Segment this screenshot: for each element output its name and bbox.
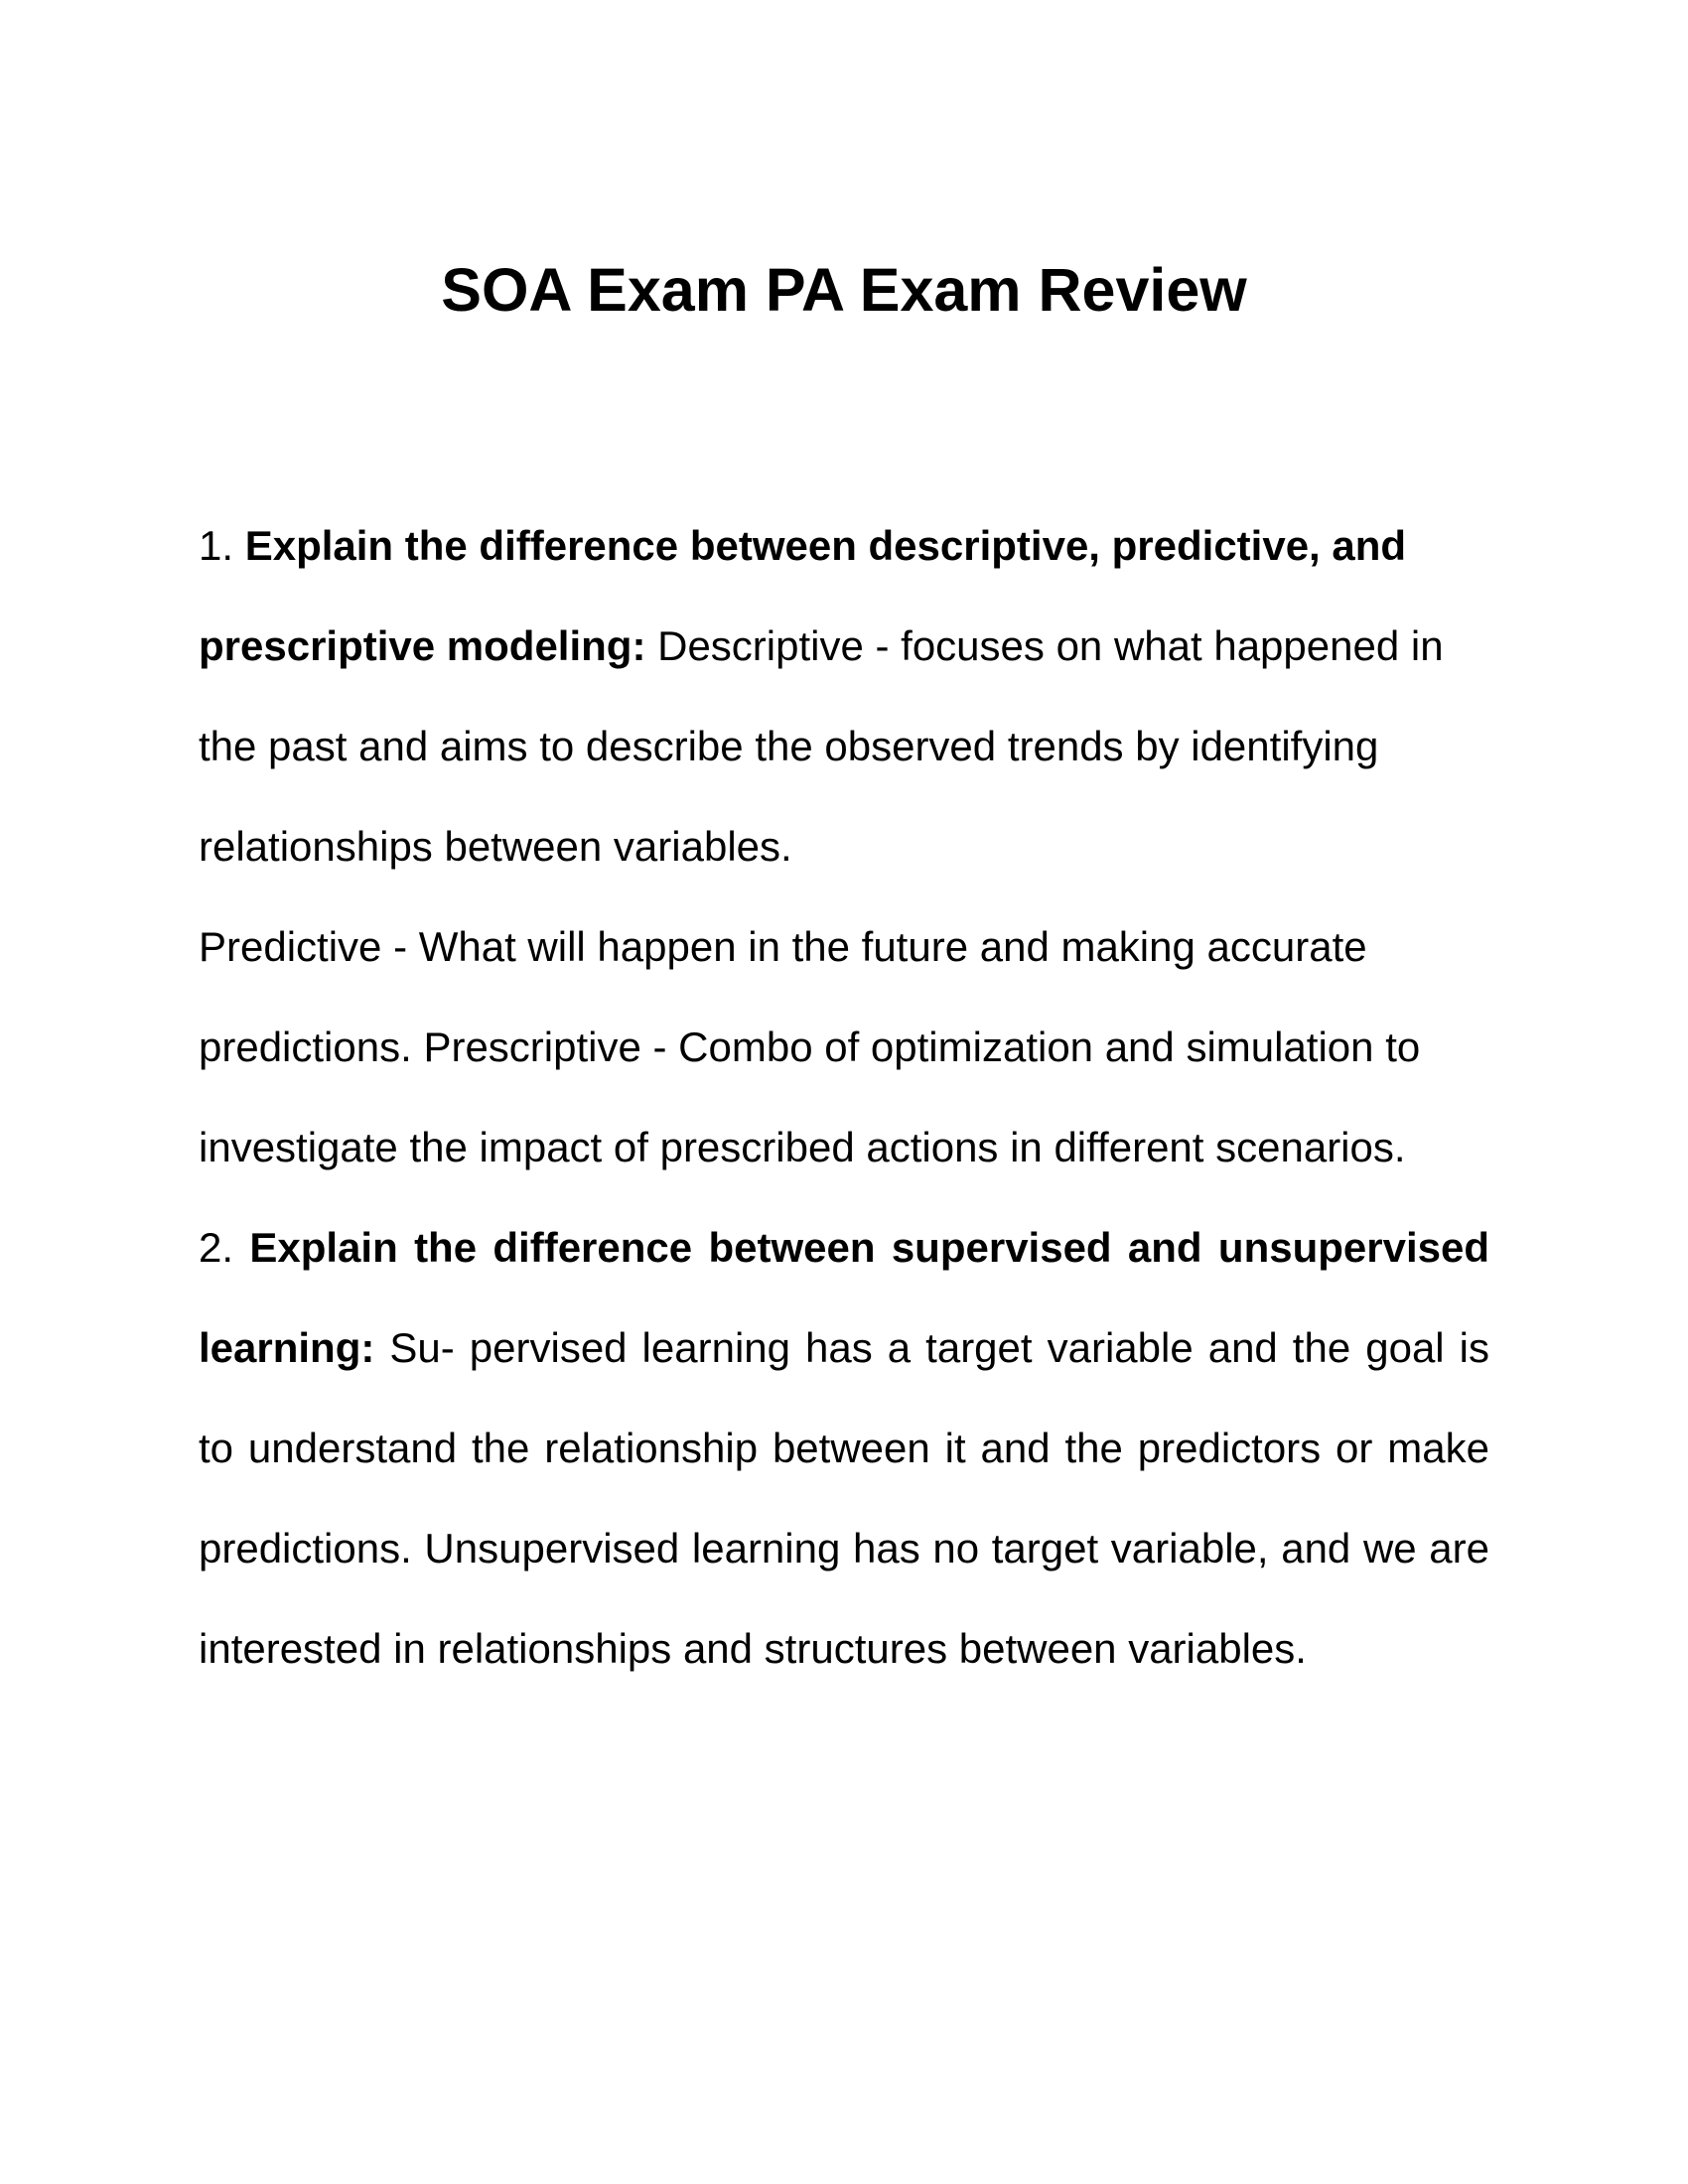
question-1-text: Explain the difference between descriptive, predictive, and prescriptive modeling:	[199, 522, 1407, 669]
page-title: SOA Exam PA Exam Review	[441, 256, 1247, 324]
question-2-text: Explain the difference between supervised and unsupervised learning:	[199, 1224, 1489, 1371]
document-body	[199, 495, 1489, 1699]
question-1-number: 1.	[199, 522, 234, 569]
question-2-number: 2.	[199, 1224, 234, 1271]
question-1-paragraph	[199, 495, 1489, 896]
question-1-answer-continued: Predictive - What will happen in the future and making accurate predictions. Prescriptive - Combo of optimization and simulation to investigate the impact of prescribed actions in different scenarios.	[199, 923, 1421, 1170]
question-1-answer-descriptive: Descriptive - focuses on what happened in the past and aims to describe the observed trends by identifying relationships between variables.	[199, 622, 1444, 870]
question-2-paragraph	[199, 1197, 1489, 1699]
question-2-answer: Su- pervised learning has a target variable and the goal is to understand the relationship between it and the predictors or make predictions. Unsupervised learning has no target variable, and we are interested in relationships and structures between variables.	[199, 1324, 1489, 1672]
